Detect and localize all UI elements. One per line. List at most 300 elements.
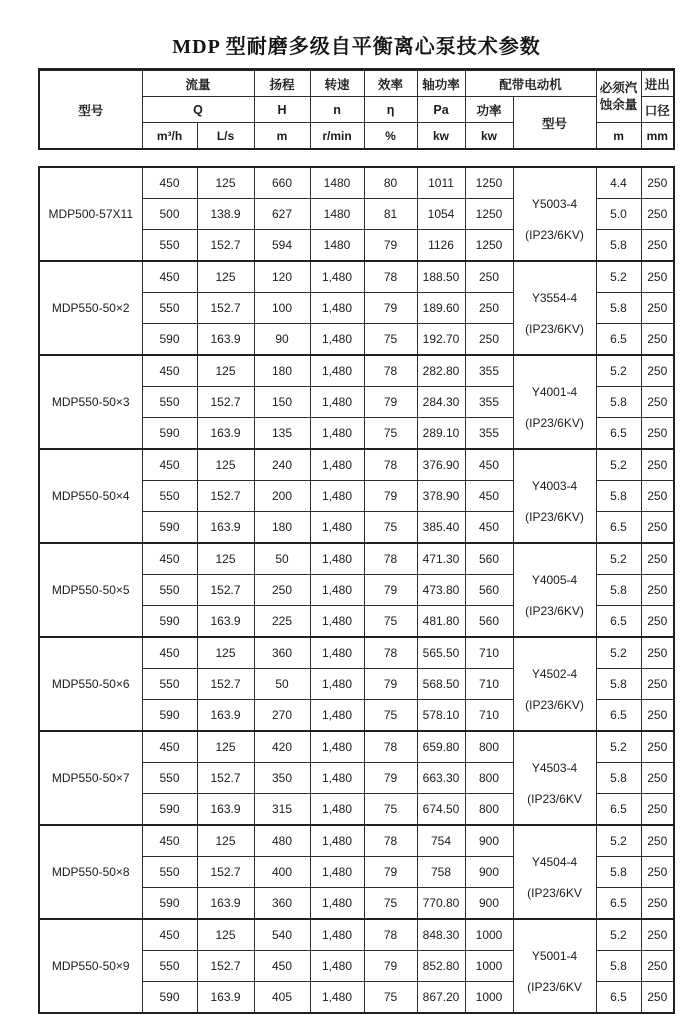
efficiency-cell: 78 — [364, 449, 417, 481]
head-cell: 594 — [254, 230, 310, 262]
npsh-cell: 6.5 — [596, 982, 641, 1014]
pump-model-cell: MDP550-50×6 — [39, 637, 142, 731]
flow-ls-cell: 163.9 — [197, 512, 254, 544]
motor-power-cell: 450 — [465, 512, 513, 544]
efficiency-symbol: η — [364, 97, 417, 123]
shaft-power-cell: 1054 — [417, 199, 465, 230]
port-diameter-cell: 250 — [641, 387, 674, 418]
flow-m3h-cell: 450 — [142, 825, 197, 857]
efficiency-cell: 75 — [364, 606, 417, 638]
speed-cell: 1,480 — [310, 731, 364, 763]
motor-power-cell: 450 — [465, 481, 513, 512]
col-header-efficiency: 效率 — [364, 70, 417, 97]
shaft-power-cell: 282.80 — [417, 355, 465, 387]
flow-m3h-cell: 590 — [142, 418, 197, 450]
head-cell: 660 — [254, 167, 310, 199]
flow-ls-cell: 138.9 — [197, 199, 254, 230]
motor-enclosure: (IP23/6KV) — [525, 321, 584, 336]
head-cell: 50 — [254, 669, 310, 700]
motor-model-name: Y4502-4 — [531, 666, 578, 681]
efficiency-cell: 81 — [364, 199, 417, 230]
shaft-power-cell: 659.80 — [417, 731, 465, 763]
flow-m3h-cell: 550 — [142, 763, 197, 794]
flow-m3h-cell: 550 — [142, 669, 197, 700]
npsh-cell: 5.2 — [596, 449, 641, 481]
col-header-npsh — [596, 70, 641, 123]
speed-cell: 1,480 — [310, 261, 364, 293]
speed-cell: 1,480 — [310, 387, 364, 418]
shaft-power-cell: 674.50 — [417, 794, 465, 826]
flow-m3h-cell: 450 — [142, 543, 197, 575]
head-cell: 180 — [254, 512, 310, 544]
port-diameter-cell: 250 — [641, 794, 674, 826]
flow-ls-cell: 125 — [197, 543, 254, 575]
motor-model-cell — [513, 825, 596, 919]
col-header-flow: 流量 — [142, 70, 254, 97]
flow-unit-m3h: m³/h — [142, 123, 197, 150]
efficiency-cell: 78 — [364, 825, 417, 857]
head-cell: 360 — [254, 888, 310, 920]
table-row — [39, 825, 674, 857]
port-diameter-cell: 250 — [641, 261, 674, 293]
efficiency-cell: 78 — [364, 637, 417, 669]
npsh-cell: 5.2 — [596, 731, 641, 763]
speed-cell: 1,480 — [310, 481, 364, 512]
shaft-power-symbol: Pa — [417, 97, 465, 123]
motor-power-cell: 710 — [465, 669, 513, 700]
port-diameter-cell: 250 — [641, 512, 674, 544]
port-diameter-cell: 250 — [641, 982, 674, 1014]
motor-enclosure: (IP23/6KV — [527, 885, 582, 900]
header-table — [38, 68, 675, 150]
speed-cell: 1,480 — [310, 324, 364, 356]
flow-m3h-cell: 550 — [142, 387, 197, 418]
pump-model-cell: MDP550-50×7 — [39, 731, 142, 825]
flow-ls-cell: 125 — [197, 449, 254, 481]
flow-m3h-cell: 590 — [142, 982, 197, 1014]
flow-m3h-cell: 450 — [142, 731, 197, 763]
head-cell: 180 — [254, 355, 310, 387]
table-row — [39, 919, 674, 951]
flow-m3h-cell: 550 — [142, 293, 197, 324]
flow-ls-cell: 163.9 — [197, 700, 254, 732]
shaft-power-cell: 1126 — [417, 230, 465, 262]
motor-model-name: Y3554-4 — [531, 290, 578, 305]
col-header-motor: 配带电动机 — [465, 70, 596, 97]
motor-power-cell: 1250 — [465, 167, 513, 199]
flow-m3h-cell: 550 — [142, 575, 197, 606]
motor-power-cell: 1000 — [465, 951, 513, 982]
shaft-power-unit: kw — [417, 123, 465, 150]
npsh-cell: 5.8 — [596, 857, 641, 888]
npsh-cell: 6.5 — [596, 418, 641, 450]
speed-cell: 1,480 — [310, 512, 364, 544]
port-diameter-cell: 250 — [641, 324, 674, 356]
npsh-cell: 6.5 — [596, 324, 641, 356]
port-diameter-cell: 250 — [641, 575, 674, 606]
flow-ls-cell: 163.9 — [197, 324, 254, 356]
port-diameter-cell: 250 — [641, 731, 674, 763]
motor-model-cell — [513, 637, 596, 731]
head-cell: 540 — [254, 919, 310, 951]
shaft-power-cell: 189.60 — [417, 293, 465, 324]
motor-model-cell — [513, 919, 596, 1013]
npsh-cell: 5.8 — [596, 763, 641, 794]
efficiency-cell: 79 — [364, 857, 417, 888]
npsh-cell: 5.2 — [596, 543, 641, 575]
flow-ls-cell: 125 — [197, 731, 254, 763]
pump-model-cell: MDP550-50×8 — [39, 825, 142, 919]
motor-power-cell: 355 — [465, 387, 513, 418]
flow-m3h-cell: 590 — [142, 324, 197, 356]
port-diameter-cell: 250 — [641, 355, 674, 387]
shaft-power-cell: 758 — [417, 857, 465, 888]
efficiency-cell: 79 — [364, 669, 417, 700]
shaft-power-cell: 754 — [417, 825, 465, 857]
head-cell: 150 — [254, 387, 310, 418]
motor-model-cell — [513, 167, 596, 261]
flow-m3h-cell: 590 — [142, 606, 197, 638]
flow-m3h-cell: 450 — [142, 167, 197, 199]
head-cell: 360 — [254, 637, 310, 669]
flow-ls-cell: 125 — [197, 637, 254, 669]
port-diameter-cell: 250 — [641, 637, 674, 669]
port-diameter-cell: 250 — [641, 669, 674, 700]
efficiency-cell: 78 — [364, 355, 417, 387]
npsh-cell: 5.8 — [596, 951, 641, 982]
shaft-power-cell: 378.90 — [417, 481, 465, 512]
npsh-unit: m — [596, 123, 641, 150]
flow-m3h-cell: 550 — [142, 857, 197, 888]
head-cell: 200 — [254, 481, 310, 512]
motor-power-cell: 1000 — [465, 919, 513, 951]
flow-ls-cell: 152.7 — [197, 763, 254, 794]
shaft-power-cell: 867.20 — [417, 982, 465, 1014]
speed-cell: 1,480 — [310, 606, 364, 638]
head-cell: 315 — [254, 794, 310, 826]
port-diameter-cell: 250 — [641, 888, 674, 920]
flow-ls-cell: 152.7 — [197, 293, 254, 324]
motor-power-cell: 800 — [465, 763, 513, 794]
flow-m3h-cell: 450 — [142, 355, 197, 387]
head-cell: 270 — [254, 700, 310, 732]
npsh-cell: 5.8 — [596, 293, 641, 324]
flow-m3h-cell: 550 — [142, 951, 197, 982]
head-cell: 90 — [254, 324, 310, 356]
motor-power-cell: 900 — [465, 888, 513, 920]
flow-ls-cell: 163.9 — [197, 982, 254, 1014]
col-header-shaft-power: 轴功率 — [417, 70, 465, 97]
motor-power-cell: 560 — [465, 543, 513, 575]
header-row-1 — [39, 70, 674, 97]
port-diameter-cell: 250 — [641, 700, 674, 732]
shaft-power-cell: 188.50 — [417, 261, 465, 293]
efficiency-cell: 78 — [364, 919, 417, 951]
flow-m3h-cell: 590 — [142, 888, 197, 920]
shaft-power-cell: 770.80 — [417, 888, 465, 920]
speed-cell: 1,480 — [310, 293, 364, 324]
motor-power-cell: 560 — [465, 606, 513, 638]
head-cell: 120 — [254, 261, 310, 293]
port-diameter-cell: 250 — [641, 763, 674, 794]
flow-ls-cell: 152.7 — [197, 575, 254, 606]
motor-enclosure: (IP23/6KV — [527, 791, 582, 806]
motor-power-cell: 710 — [465, 637, 513, 669]
efficiency-cell: 79 — [364, 575, 417, 606]
flow-unit-ls: L/s — [197, 123, 254, 150]
flow-m3h-cell: 550 — [142, 230, 197, 262]
flow-ls-cell: 125 — [197, 355, 254, 387]
flow-m3h-cell: 450 — [142, 637, 197, 669]
col-header-port-line1: 进出 — [641, 70, 674, 97]
efficiency-cell: 75 — [364, 324, 417, 356]
shaft-power-cell: 473.80 — [417, 575, 465, 606]
port-unit: mm — [641, 123, 674, 150]
motor-power-cell: 800 — [465, 794, 513, 826]
flow-ls-cell: 163.9 — [197, 418, 254, 450]
head-cell: 400 — [254, 857, 310, 888]
col-header-head: 扬程 — [254, 70, 310, 97]
flow-m3h-cell: 500 — [142, 199, 197, 230]
head-cell: 240 — [254, 449, 310, 481]
speed-cell: 1,480 — [310, 418, 364, 450]
motor-power-cell: 1250 — [465, 230, 513, 262]
pump-model-cell: MDP550-50×3 — [39, 355, 142, 449]
flow-ls-cell: 125 — [197, 919, 254, 951]
shaft-power-cell: 471.30 — [417, 543, 465, 575]
motor-model-name: Y4005-4 — [531, 572, 578, 587]
head-cell: 225 — [254, 606, 310, 638]
npsh-cell: 5.0 — [596, 199, 641, 230]
port-diameter-cell: 250 — [641, 481, 674, 512]
port-diameter-cell: 250 — [641, 919, 674, 951]
motor-power-cell: 900 — [465, 857, 513, 888]
page-title: MDP 型耐磨多级自平衡离心泵技术参数 — [172, 36, 541, 58]
speed-cell: 1,480 — [310, 919, 364, 951]
shaft-power-cell: 848.30 — [417, 919, 465, 951]
motor-enclosure: (IP23/6KV — [527, 979, 582, 994]
shaft-power-cell: 376.90 — [417, 449, 465, 481]
npsh-cell: 5.2 — [596, 637, 641, 669]
motor-enclosure: (IP23/6KV) — [525, 603, 584, 618]
efficiency-cell: 78 — [364, 731, 417, 763]
efficiency-cell: 75 — [364, 418, 417, 450]
shaft-power-cell: 663.30 — [417, 763, 465, 794]
port-diameter-cell: 250 — [641, 857, 674, 888]
flow-ls-cell: 163.9 — [197, 794, 254, 826]
npsh-cell: 5.2 — [596, 261, 641, 293]
npsh-cell: 6.5 — [596, 794, 641, 826]
speed-cell: 1,480 — [310, 857, 364, 888]
efficiency-cell: 79 — [364, 763, 417, 794]
shaft-power-cell: 578.10 — [417, 700, 465, 732]
col-header-speed: 转速 — [310, 70, 364, 97]
npsh-cell: 6.5 — [596, 512, 641, 544]
efficiency-cell: 75 — [364, 700, 417, 732]
speed-cell: 1,480 — [310, 825, 364, 857]
efficiency-cell: 79 — [364, 387, 417, 418]
port-diameter-cell: 250 — [641, 418, 674, 450]
table-row — [39, 167, 674, 199]
motor-enclosure: (IP23/6KV) — [525, 415, 584, 430]
motor-model-cell — [513, 731, 596, 825]
speed-cell: 1,480 — [310, 669, 364, 700]
flow-ls-cell: 125 — [197, 825, 254, 857]
motor-model-name: Y4003-4 — [531, 478, 578, 493]
motor-model-name: Y5003-4 — [531, 196, 578, 211]
flow-symbol: Q — [142, 97, 254, 123]
speed-cell: 1,480 — [310, 982, 364, 1014]
efficiency-cell: 79 — [364, 293, 417, 324]
body-table — [38, 166, 675, 1014]
motor-model-name: Y5001-4 — [531, 948, 578, 963]
npsh-cell: 5.8 — [596, 481, 641, 512]
flow-ls-cell: 152.7 — [197, 230, 254, 262]
speed-cell: 1,480 — [310, 637, 364, 669]
shaft-power-cell: 192.70 — [417, 324, 465, 356]
motor-enclosure: (IP23/6KV) — [525, 227, 584, 242]
npsh-cell: 6.5 — [596, 700, 641, 732]
flow-m3h-cell: 590 — [142, 512, 197, 544]
efficiency-cell: 75 — [364, 982, 417, 1014]
motor-enclosure: (IP23/6KV) — [525, 697, 584, 712]
efficiency-cell: 75 — [364, 888, 417, 920]
flow-ls-cell: 125 — [197, 261, 254, 293]
npsh-cell: 5.2 — [596, 919, 641, 951]
table-body — [39, 167, 674, 1013]
npsh-cell: 5.8 — [596, 669, 641, 700]
head-cell: 100 — [254, 293, 310, 324]
pump-model-cell: MDP550-50×2 — [39, 261, 142, 355]
table-row — [39, 543, 674, 575]
col-header-model: 型号 — [39, 70, 142, 150]
npsh-cell: 5.8 — [596, 387, 641, 418]
motor-power-cell: 355 — [465, 418, 513, 450]
port-diameter-cell: 250 — [641, 293, 674, 324]
head-unit: m — [254, 123, 310, 150]
head-cell: 627 — [254, 199, 310, 230]
pump-model-cell: MDP550-50×5 — [39, 543, 142, 637]
motor-power-cell: 250 — [465, 324, 513, 356]
head-symbol: H — [254, 97, 310, 123]
motor-model-cell — [513, 261, 596, 355]
efficiency-cell: 80 — [364, 167, 417, 199]
shaft-power-cell: 289.10 — [417, 418, 465, 450]
efficiency-cell: 78 — [364, 261, 417, 293]
shaft-power-cell: 568.50 — [417, 669, 465, 700]
motor-power-cell: 250 — [465, 293, 513, 324]
motor-power-cell: 710 — [465, 700, 513, 732]
motor-model-cell — [513, 543, 596, 637]
efficiency-cell: 75 — [364, 794, 417, 826]
port-diameter-cell: 250 — [641, 449, 674, 481]
motor-power-cell: 1000 — [465, 982, 513, 1014]
efficiency-cell: 75 — [364, 512, 417, 544]
flow-ls-cell: 125 — [197, 167, 254, 199]
motor-model-cell — [513, 449, 596, 543]
motor-power-cell: 1250 — [465, 199, 513, 230]
table-row — [39, 637, 674, 669]
port-diameter-cell: 250 — [641, 825, 674, 857]
motor-enclosure: (IP23/6KV) — [525, 509, 584, 524]
head-cell: 450 — [254, 951, 310, 982]
speed-cell: 1,480 — [310, 700, 364, 732]
speed-cell: 1,480 — [310, 449, 364, 481]
head-cell: 50 — [254, 543, 310, 575]
head-cell: 405 — [254, 982, 310, 1014]
motor-model-cell — [513, 355, 596, 449]
motor-model-name: Y4503-4 — [531, 760, 578, 775]
head-cell: 250 — [254, 575, 310, 606]
flow-m3h-cell: 450 — [142, 449, 197, 481]
port-diameter-cell: 250 — [641, 543, 674, 575]
flow-m3h-cell: 450 — [142, 261, 197, 293]
motor-power-cell: 450 — [465, 449, 513, 481]
shaft-power-cell: 565.50 — [417, 637, 465, 669]
speed-cell: 1,480 — [310, 763, 364, 794]
table-gap — [38, 150, 675, 166]
speed-cell: 1,480 — [310, 543, 364, 575]
motor-power-label: 功率 — [465, 97, 513, 123]
port-diameter-cell: 250 — [641, 606, 674, 638]
table-row — [39, 355, 674, 387]
npsh-cell: 5.8 — [596, 230, 641, 262]
flow-ls-cell: 152.7 — [197, 951, 254, 982]
speed-cell: 1,480 — [310, 575, 364, 606]
speed-cell: 1,480 — [310, 355, 364, 387]
motor-power-cell: 250 — [465, 261, 513, 293]
table-row — [39, 261, 674, 293]
shaft-power-cell: 1011 — [417, 167, 465, 199]
head-cell: 135 — [254, 418, 310, 450]
flow-ls-cell: 152.7 — [197, 481, 254, 512]
shaft-power-cell: 481.80 — [417, 606, 465, 638]
motor-model-label: 型号 — [513, 97, 596, 150]
port-diameter-cell: 250 — [641, 167, 674, 199]
pump-model-cell: MDP500-57X11 — [39, 167, 142, 261]
motor-power-cell: 355 — [465, 355, 513, 387]
shaft-power-cell: 284.30 — [417, 387, 465, 418]
head-cell: 420 — [254, 731, 310, 763]
speed-cell: 1480 — [310, 230, 364, 262]
motor-model-name: Y4001-4 — [531, 384, 578, 399]
flow-m3h-cell: 590 — [142, 794, 197, 826]
npsh-cell: 5.2 — [596, 825, 641, 857]
efficiency-unit: % — [364, 123, 417, 150]
port-diameter-cell: 250 — [641, 951, 674, 982]
npsh-label-line1: 必须汽 — [599, 80, 638, 95]
speed-cell: 1,480 — [310, 951, 364, 982]
table-row — [39, 731, 674, 763]
pump-model-cell: MDP550-50×4 — [39, 449, 142, 543]
flow-ls-cell: 163.9 — [197, 606, 254, 638]
head-cell: 350 — [254, 763, 310, 794]
npsh-cell: 5.8 — [596, 575, 641, 606]
npsh-cell: 4.4 — [596, 167, 641, 199]
shaft-power-cell: 385.40 — [417, 512, 465, 544]
motor-power-unit: kw — [465, 123, 513, 150]
npsh-label-line2: 蚀余量 — [599, 97, 638, 112]
motor-model-name: Y4504-4 — [531, 854, 578, 869]
head-cell: 480 — [254, 825, 310, 857]
flow-ls-cell: 152.7 — [197, 387, 254, 418]
flow-m3h-cell: 450 — [142, 919, 197, 951]
table-row — [39, 449, 674, 481]
npsh-cell: 6.5 — [596, 888, 641, 920]
speed-cell: 1480 — [310, 167, 364, 199]
flow-m3h-cell: 550 — [142, 481, 197, 512]
npsh-cell: 5.2 — [596, 355, 641, 387]
